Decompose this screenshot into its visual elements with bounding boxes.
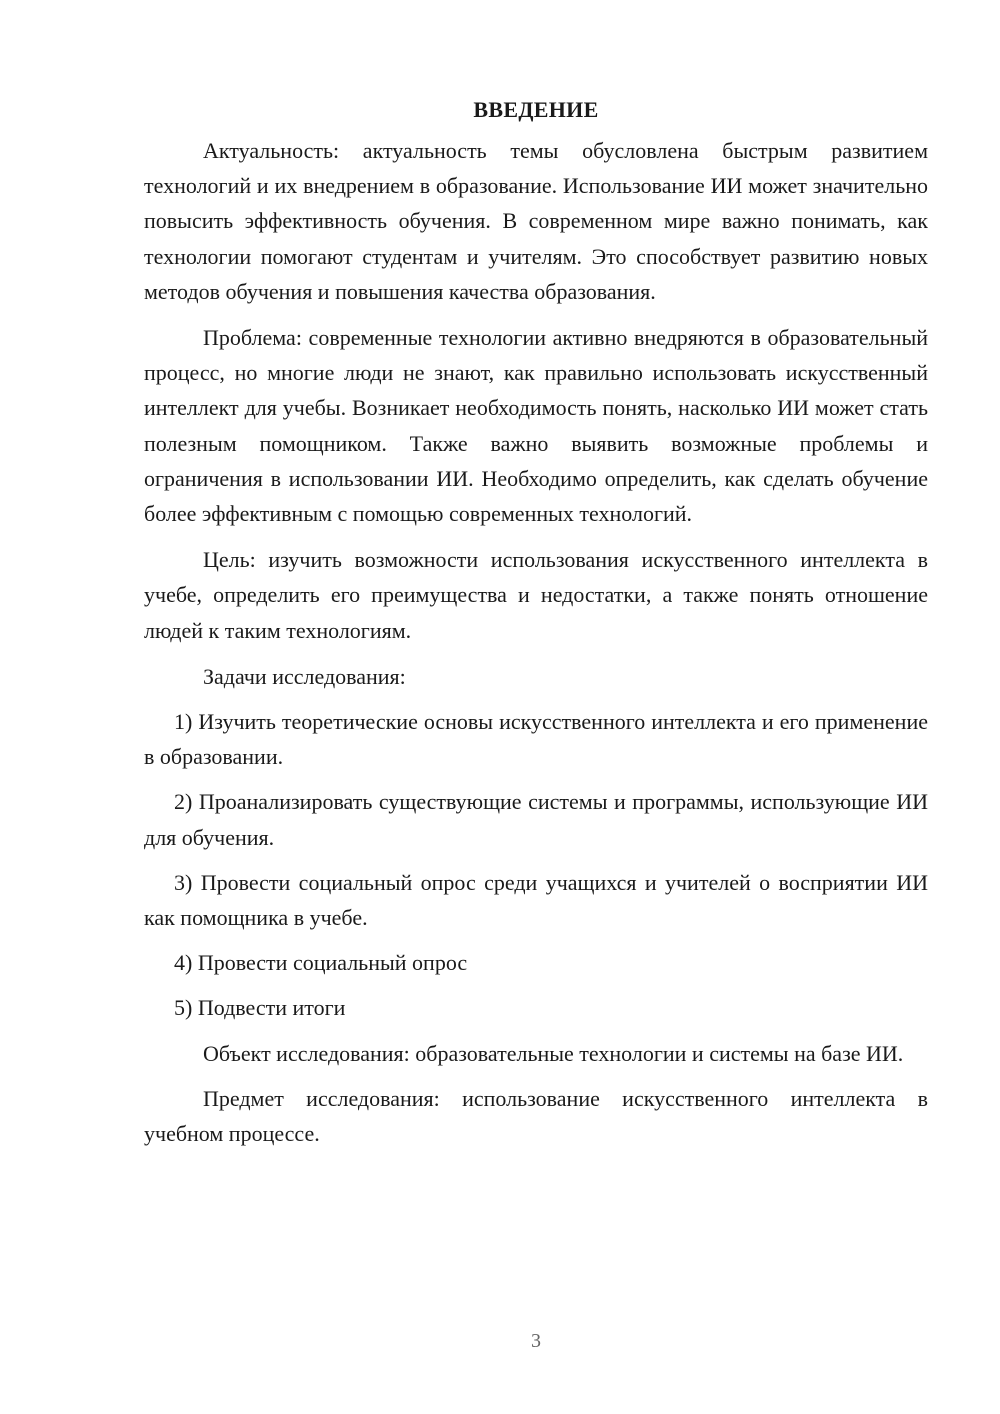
task-item-3: 3) Провести социальный опрос среди учащихся и учителей о восприятии ИИ как помощника в учебе.: [144, 869, 928, 931]
object-paragraph: Объект исследования: образовательные технологии и системы на базе ИИ.: [203, 1040, 904, 1066]
document-page: [144, 92, 928, 1151]
task-item-5: 5) Подвести итоги: [174, 995, 346, 1021]
task-item-2: 2) Проанализировать существующие системы и программы, использующие ИИ для обучения.: [144, 789, 928, 850]
task-item-4: 4) Провести социальный опрос: [174, 950, 468, 976]
task-item-1: 1) Изучить теоретические основы искусственного интеллекта и его применение в образовании.: [144, 709, 928, 770]
subject-paragraph: Предмет исследования: использование искусственного интеллекта в учебном процессе.: [144, 1085, 928, 1147]
page-number: 3: [531, 1330, 541, 1352]
problem-paragraph: Проблема: современные технологии активно внедряются в образовательный процесс, но многие люди не знают, как правильно использовать искусственный интеллект для учебы. Возникает необходимость понять, насколько ИИ может стать полезным помощником. Также важно выявить возможные проблемы и ограничения в использовании ИИ. Необходимо определить, как сделать обучение более эффективным с помощью современных технологий.: [144, 325, 928, 527]
goal-paragraph: Цель: изучить возможности использования искусственного интеллекта в учебе, определить его преимущества и недостатки, а также понять отношение людей к таким технологиям.: [144, 547, 928, 643]
tasks-heading: Задачи исследования:: [203, 663, 406, 689]
relevance-paragraph: Актуальность: актуальность темы обусловлена быстрым развитием технологий и их внедрением в образование. Использование ИИ может значительно повысить эффективность обучения. В современном мире важно понимать, как технологии помогают студентам и учителям. Это способствует развитию новых методов обучения и повышения качества образования.: [144, 138, 928, 304]
section-title: ВВЕДЕНИЕ: [473, 97, 599, 122]
